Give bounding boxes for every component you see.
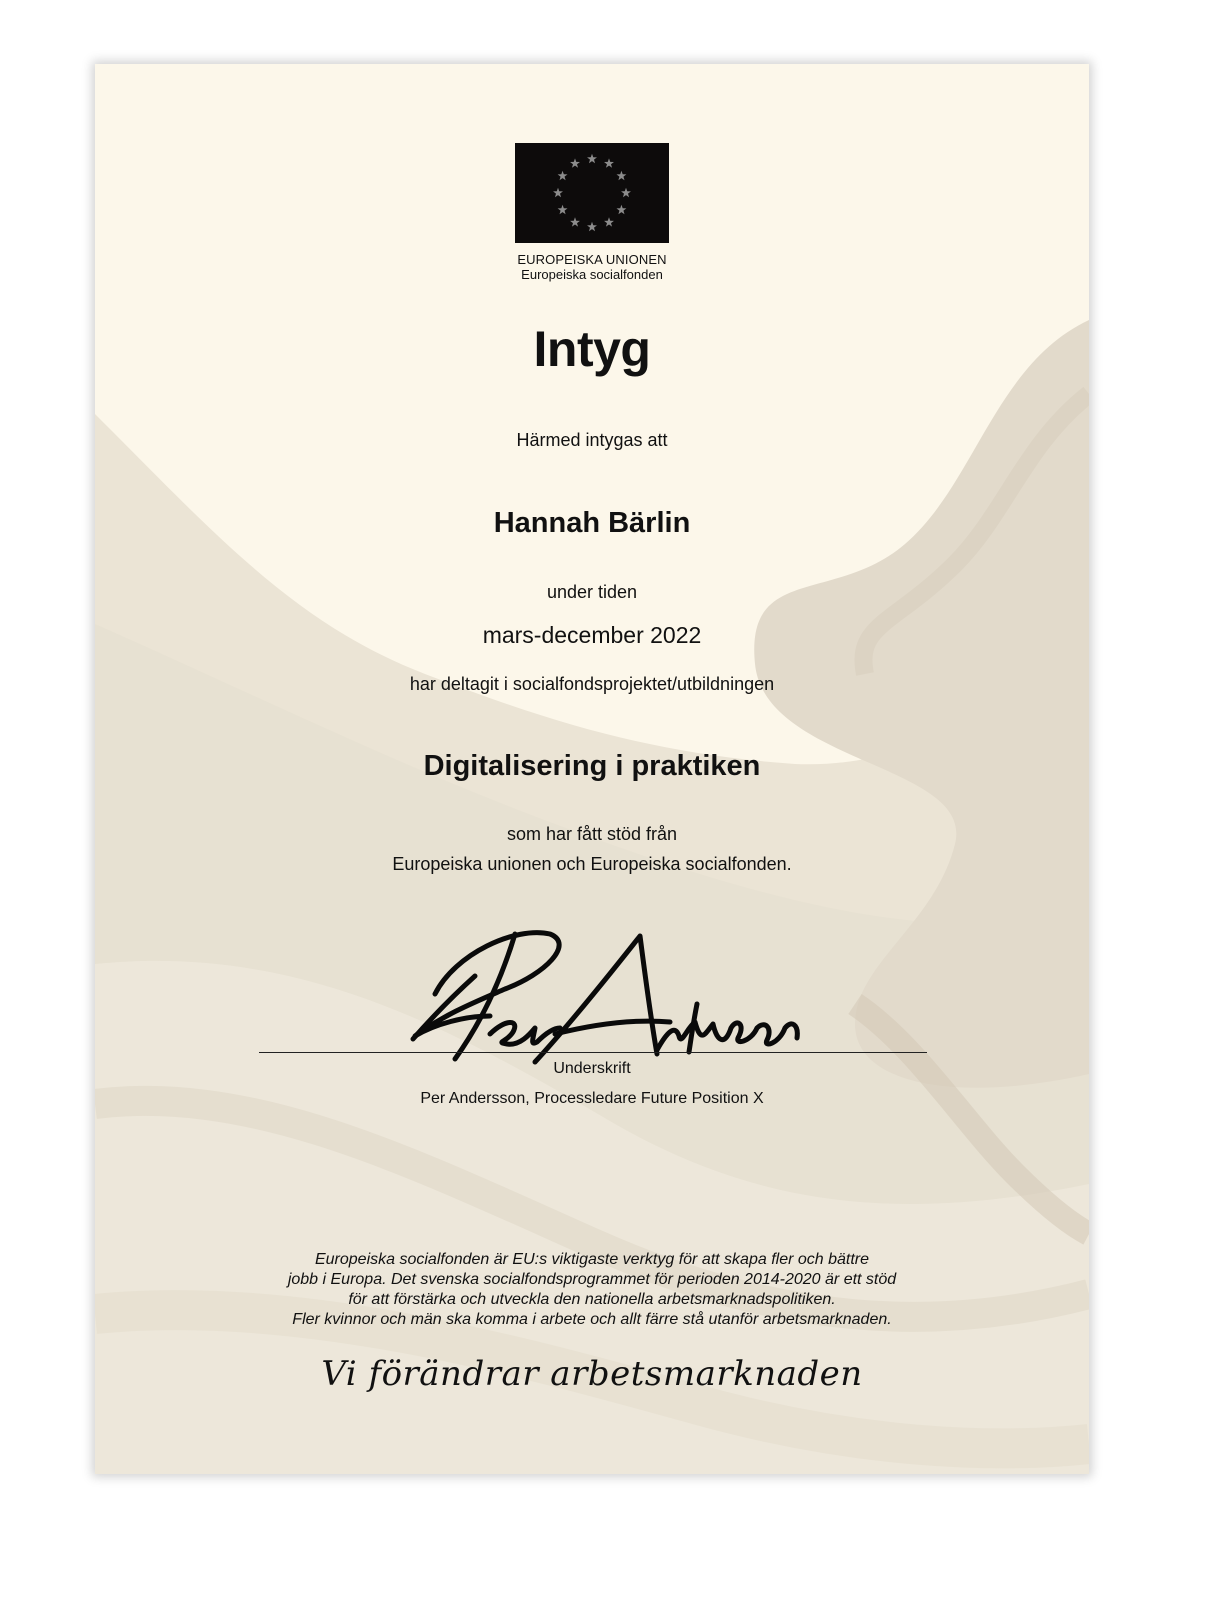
footer-line: Europeiska socialfonden är EU:s viktigaste verktyg för att skapa fler och bättre xyxy=(314,1251,870,1268)
period-label: under tiden xyxy=(546,582,638,602)
footer-text xyxy=(192,1250,992,1330)
footer-line: för att förstärka och utveckla den nationella arbetsmarknadspolitiken. xyxy=(348,1291,836,1308)
project-name: Digitalisering i praktiken xyxy=(423,750,761,782)
intro-text: Härmed intygas att xyxy=(516,430,668,450)
footer-line: jobb i Europa. Det svenska socialfondsprogrammet för perioden 2014-2020 är ett stöd xyxy=(287,1271,897,1288)
recipient-name: Hannah Bärlin xyxy=(493,507,691,539)
eu-flag-icon xyxy=(515,143,669,243)
support-text-line-2: Europeiska unionen och Europeiska socialfonden. xyxy=(392,854,792,874)
signature-label: Underskrift xyxy=(553,1060,631,1077)
certificate-title: Intyg xyxy=(533,321,651,377)
footer-line: Fler kvinnor och män ska komma i arbete och allt färre stå utanför arbetsmarknaden. xyxy=(292,1311,892,1328)
slogan: Vi förändrar arbetsmarknaden xyxy=(321,1354,863,1394)
eu-name: EUROPEISKA UNIONEN xyxy=(517,252,667,267)
period-value: mars-december 2022 xyxy=(482,622,702,648)
signature-line xyxy=(259,1052,927,1053)
certificate xyxy=(95,64,1089,1474)
support-text-line-1: som har fått stöd från xyxy=(506,824,678,844)
signer-name: Per Andersson, Processledare Future Position X xyxy=(420,1090,764,1107)
participation-text: har deltagit i socialfondsprojektet/utbildningen xyxy=(409,674,775,694)
eu-fund-name: Europeiska socialfonden xyxy=(521,267,663,282)
